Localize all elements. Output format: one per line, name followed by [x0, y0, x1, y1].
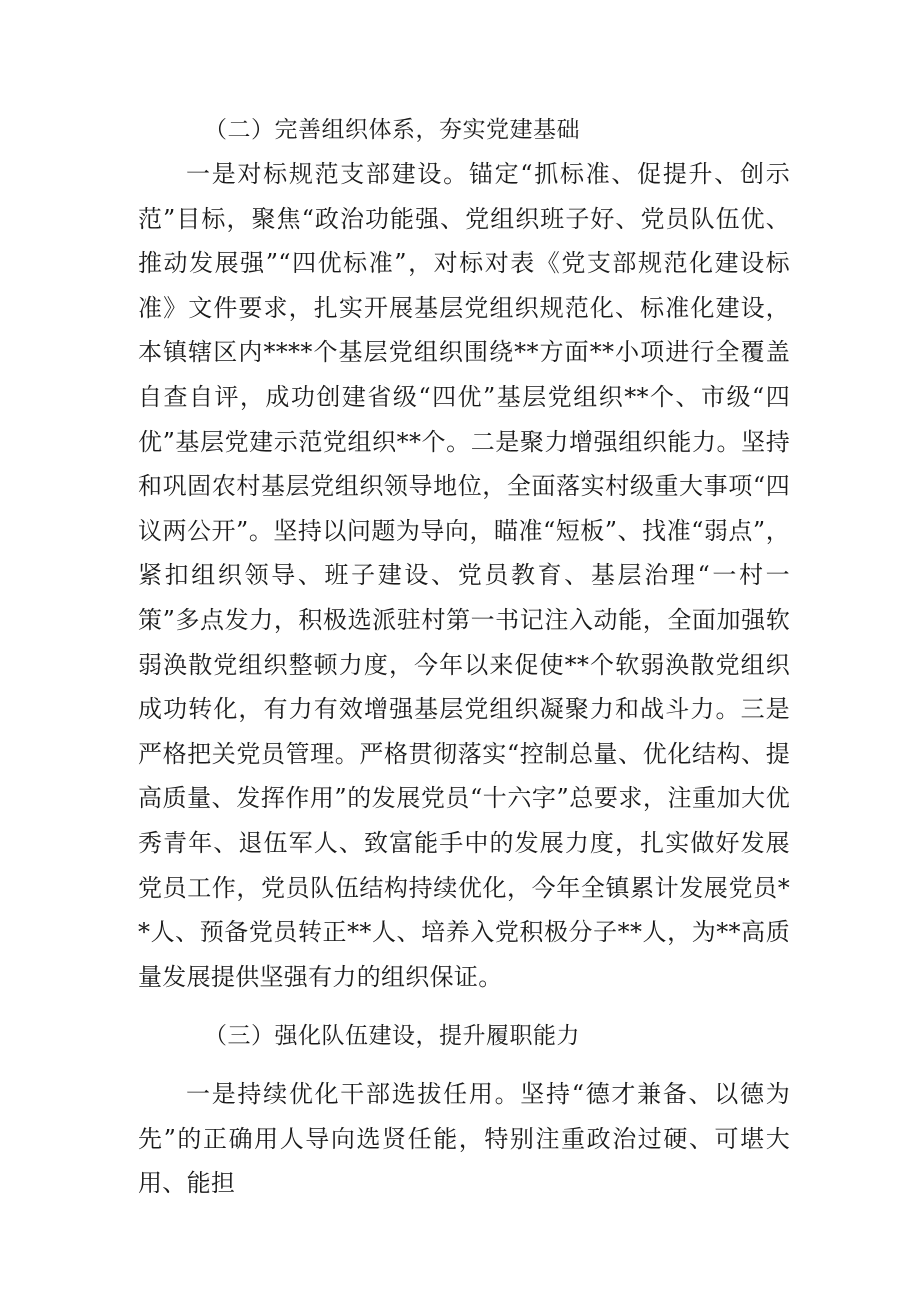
section-paragraph-3: 一是持续优化干部选拔任用。坚持“德才兼备、以德为先”的正确用人导向选贤任能，特别注重政治过硬、可堪大用、能担	[138, 1080, 790, 1198]
document-body	[138, 108, 790, 1206]
section-paragraph-2: 一是对标规范支部建设。锚定“抓标准、促提升、创示范”目标，聚焦“政治功能强、党组织班子好、党员队伍优、推动发展强”“四优标准”，对标对表《党支部规范化建设标准》文件要求，扎实开展基层党组织规范化、标准化建设，本镇辖区内****个基层党组织围绕**方面**小项进行全覆盖自查自评，成功创建省级“四优”基层党组织**个、市级“四优”基层党建示范党组织**个。二是聚力增强组织能力。坚持和巩固农村基层党组织领导地位，全面落实村级重大事项“四议两公开”。坚持以问题为导向，瞄准“短板”、找准“弱点”，紧扣组织领导、班子建设、党员教育、基层治理“一村一策”多点发力，积极选派驻村第一书记注入动能，全面加强软弱涣散党组织整顿力度，今年以来促使**个软弱涣散党组织成功转化，有力有效增强基层党组织凝聚力和战斗力。三是严格把关党员管理。严格贯彻落实“控制总量、优化结构、提高质量、发挥作用”的发展党员“十六字”总要求，注重加大优秀青年、退伍军人、致富能手中的发展力度，扎实做好发展党员工作，党员队伍结构持续优化，今年全镇累计发展党员**人、预备党员转正**人、培养入党积极分子**人，为**高质量发展提供坚强有力的组织保证。	[138, 160, 790, 991]
section-heading-3: （三）强化队伍建设，提升履职能力	[204, 1023, 580, 1050]
section-heading-2: （二）完善组织体系，夯实党建基础	[204, 117, 580, 143]
